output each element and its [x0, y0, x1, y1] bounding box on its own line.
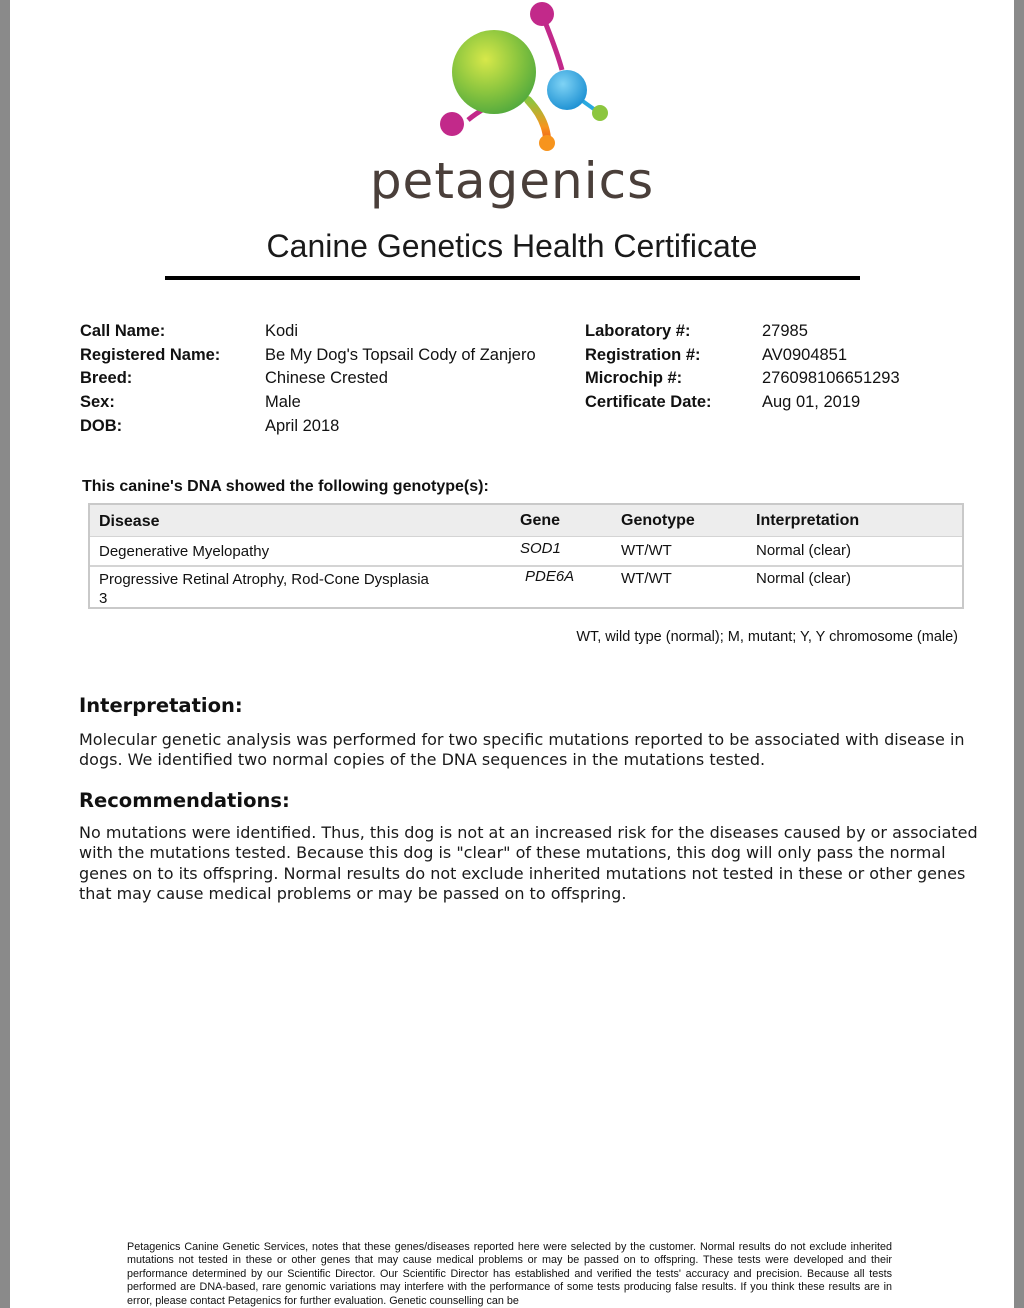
dog-info-right-values	[762, 320, 900, 415]
interpretation-body: Molecular genetic analysis was performed for two specific mutations reported to be associated with disease in dogs. We identified two normal copies of the DNA sequences in the mutations tested.	[79, 730, 965, 770]
certificate-page	[10, 0, 1014, 1308]
laboratory-number-value: 27985	[762, 322, 808, 340]
column-header-interpretation: Interpretation	[756, 512, 860, 529]
column-header-disease: Disease	[99, 513, 160, 530]
certificate-date-label: Certificate Date:	[585, 393, 712, 412]
interpretation-cell: Normal (clear)	[756, 570, 852, 587]
dob-value: April 2018	[265, 416, 340, 435]
genotype-heading: This canine's DNA showed the following genotype(s):	[82, 478, 489, 495]
breed-label: Breed:	[80, 369, 133, 388]
gene-cell: PDE6A	[525, 568, 575, 585]
column-header-gene: Gene	[520, 512, 561, 529]
registered-name-label: Registered Name:	[80, 345, 221, 364]
gene-cell: SOD1	[520, 540, 561, 557]
sex-value: Male	[265, 393, 301, 412]
petagenics-logo-icon	[430, 0, 620, 160]
sex-label: Sex:	[80, 393, 115, 412]
interpretation-heading: Interpretation:	[79, 694, 243, 717]
call-name-label: Call Name:	[80, 322, 166, 340]
laboratory-number-label: Laboratory #:	[585, 322, 691, 340]
dog-info-left-values	[265, 320, 536, 438]
microchip-number-label: Microchip #:	[585, 369, 683, 388]
recommendations-body: No mutations were identified. Thus, this dog is not at an increased risk for the diseases caused by or associated with the mutations tested. Because this dog is "clear" of these mutations, this dog will only pass the normal genes on to its offspring. Normal results do not exclude inherited mutations not tested in these or other genes that may cause medical problems or may be passed on to offspring.	[79, 823, 978, 903]
call-name-value: Kodi	[265, 322, 299, 340]
registration-number-value: AV0904851	[762, 345, 848, 364]
title-divider	[165, 276, 860, 280]
table-row	[90, 565, 962, 607]
table-row	[90, 536, 962, 567]
genotype-cell: WT/WT	[621, 542, 672, 559]
dog-info-right-labels	[585, 320, 712, 415]
genotype-cell: WT/WT	[621, 570, 672, 587]
genotype-table	[88, 503, 964, 609]
recommendations-heading: Recommendations:	[79, 789, 290, 812]
registration-number-label: Registration #:	[585, 345, 701, 364]
brand-wordmark: petagenics	[369, 152, 655, 210]
column-header-genotype: Genotype	[621, 512, 695, 529]
registered-name-value: Be My Dog's Topsail Cody of Zanjero	[265, 345, 536, 364]
certificate-date-value: Aug 01, 2019	[762, 393, 861, 412]
footer-disclaimer: Petagenics Canine Genetic Services, notes that these genes/diseases reported here were selected by the customer. Normal results do not exclude inherited mutations not tested in these or other genes that may cause medical problems or may be passed on to offspring. These tests were developed and their performance determined by our Scientific Director. Our Scientific Director has established and verified the tests' accuracy and precision. Because all tests performed are DNA-based, rare genomic variations may interfere with the performance of some tests producing false results. If you think these results are in error, please contact Petagenics for further evaluation. Genetic counselling can be	[127, 1241, 892, 1307]
dob-label: DOB:	[80, 416, 123, 435]
table-header-row	[90, 505, 962, 537]
microchip-number-value: 276098106651293	[762, 369, 900, 388]
certificate-title: Canine Genetics Health Certificate	[266, 228, 758, 264]
interpretation-cell: Normal (clear)	[756, 542, 852, 559]
disease-cell: Progressive Retinal Atrophy, Rod-Cone Dysplasia 3	[99, 571, 429, 607]
dog-info-left-labels	[80, 320, 220, 438]
disease-cell: Degenerative Myelopathy	[99, 543, 270, 560]
breed-value: Chinese Crested	[265, 369, 388, 388]
genotype-legend: WT, wild type (normal); M, mutant; Y, Y chromosome (male)	[576, 629, 958, 645]
